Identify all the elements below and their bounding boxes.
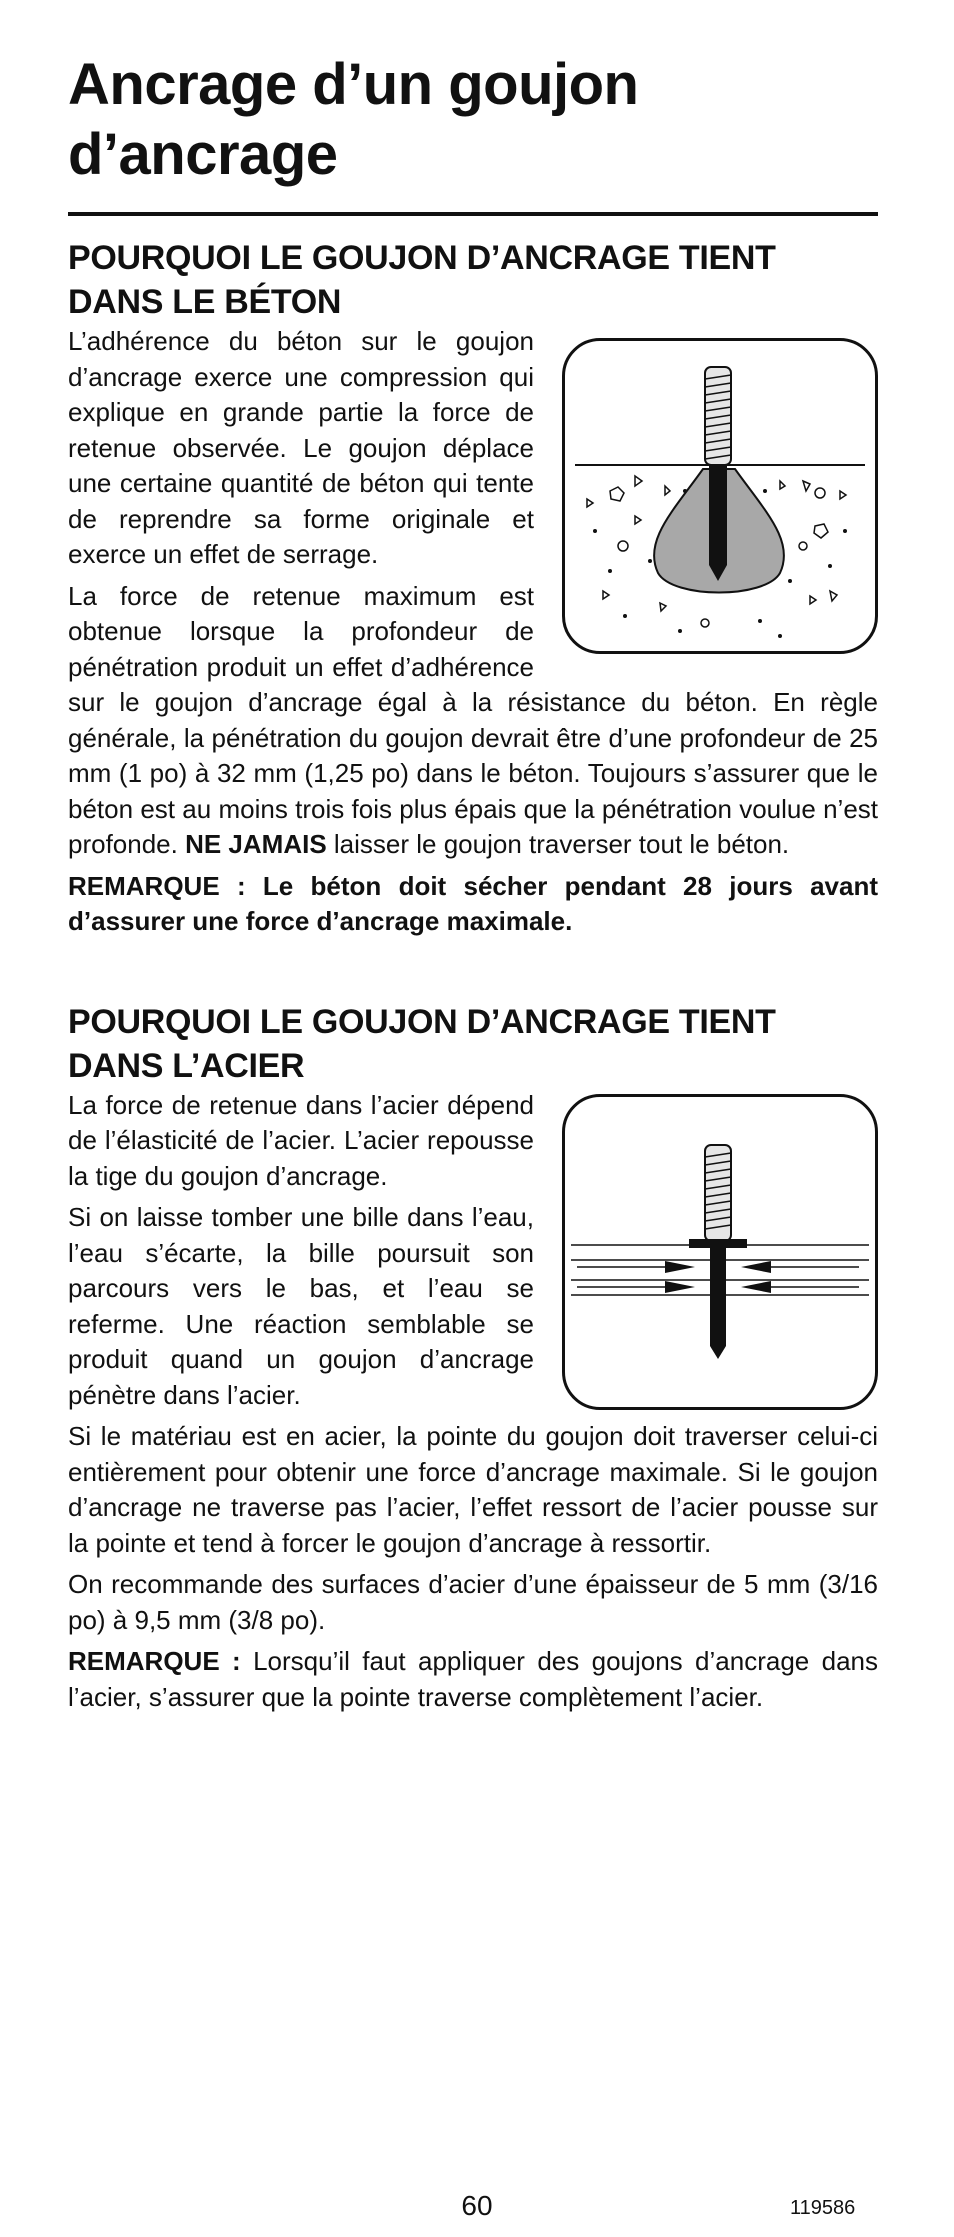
concrete-paragraph-2-end: laisser le goujon traverser tout le béton. xyxy=(326,829,790,859)
section-heading-steel: POURQUOI LE GOUJON D’ANCRAGE TIENT DANS L’ACIER xyxy=(68,1002,776,1085)
document-code: 119586 xyxy=(790,2197,856,2219)
page-title: Ancrage d’un goujon d’ancrage xyxy=(68,52,639,187)
steel-paragraph-2: Si on laisse tomber une bille dans l’eau, l’eau s’écarte, la bille poursuit son parcours vers le bas, et l’eau se referme. Une réaction semblable se produit quand un goujon d’ancrage pénètre dans l’acier. xyxy=(68,1202,534,1410)
steel-note-label: REMARQUE : xyxy=(68,1646,241,1676)
steel-paragraph-1: La force de retenue dans l’acier dépend de l’élasticité de l’acier. L’acier repousse la tige du goujon d’ancrage. xyxy=(68,1089,534,1191)
steel-note xyxy=(68,1644,878,1715)
section-heading-concrete: POURQUOI LE GOUJON D’ANCRAGE TIENT DANS LE BÉTON xyxy=(68,239,776,321)
never-emphasis: NE JAMAIS xyxy=(185,829,327,859)
concrete-fastener-diagram-icon xyxy=(562,338,878,654)
steel-paragraph-3: Si le matériau est en acier, la pointe du goujon doit traverser celui-ci entièrement pour obtenir une force d’ancrage maximale. Si le goujon d’ancrage ne traverse pas l’acier, l’effet ressort de l’acier pousse sur la pointe et tend à forcer le goujon d’ancrage à ressortir. xyxy=(68,1421,878,1558)
concrete-paragraph-2-text: La force de retenue maximum est obtenue lorsque la profondeur de pénétration produit un effet d’adhérence sur le goujon d’ancrage égal à la résistance du béton. En règle générale, la pénétration du goujon devrait être d’une profondeur de 25 mm (1 po) à 32 mm (1,25 po) dans le béton. Toujours s’assurer que le béton est au moins trois fois plus épais que la pénétration voulue n’est profonde. xyxy=(68,580,878,859)
steel-note-text: Lorsqu’il faut appliquer des goujons d’ancrage dans l’acier, s’assurer que la pointe traverse complètement l’acier. xyxy=(68,1646,878,1712)
concrete-paragraph-1: L’adhérence du béton sur le goujon d’ancrage exerce une compression qui explique en grande partie la force de retenue observée. Le goujon déplace une certaine quantité de béton qui tente de reprendre sa forme originale et exerce un effet de serrage. xyxy=(68,326,534,569)
page-number: 60 xyxy=(461,2190,493,2221)
document-page xyxy=(68,50,878,1721)
concrete-note: REMARQUE : Le béton doit sécher pendant 28 jours avant d’assurer une force d’ancrage maximale. xyxy=(68,870,878,936)
title-rule xyxy=(68,212,878,216)
steel-paragraph-4: On recommande des surfaces d’acier d’une épaisseur de 5 mm (3/16 po) à 9,5 mm (3/8 po). xyxy=(68,1569,878,1635)
steel-fastener-diagram-icon xyxy=(562,1094,878,1410)
